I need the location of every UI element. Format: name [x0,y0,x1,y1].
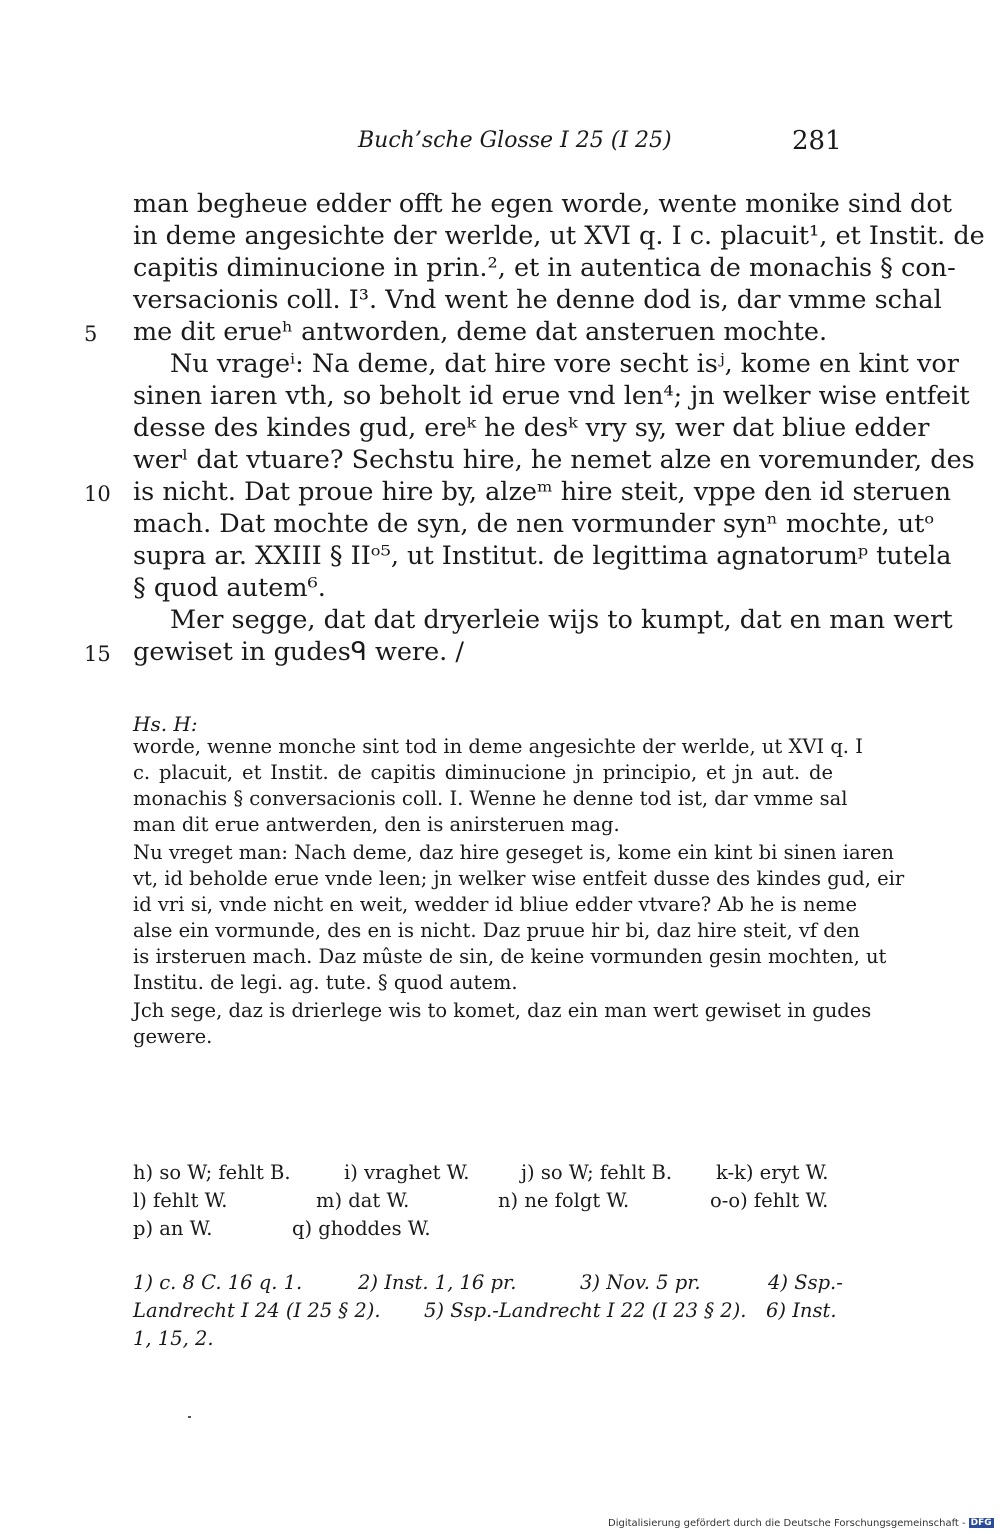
reference-note: 2) Inst. 1, 16 pr. [358,1271,517,1294]
apparatus-note: p) an W. [133,1217,213,1240]
apparatus-note: m) dat W. [316,1189,410,1212]
digitization-footer [608,1518,994,1529]
variant-line: gewere. [133,1025,213,1048]
text-line: man begheue edder offt he egen worde, wente monike sind dot [133,189,952,219]
variant-line: Nu vreget man: Nach deme, daz hire geseget is, kome ein kint bi sinen iaren [133,841,894,864]
text-line: me dit erueʰ antworden, deme dat ansteruen mochte. [133,317,828,347]
footer-text: Digitalisierung gefördert durch die Deutsche Forschungsgemeinschaft - [608,1518,966,1529]
text-line: supra ar. XXIII § IIᵒ⁵, ut Institut. de legittima agnatorumᵖ tutela [133,541,952,571]
text-line: versacionis coll. I³. Vnd went he denne dod is, dar vmme schal [133,285,942,315]
variant-line: Jch sege, daz is drierlege wis to komet, daz ein man wert gewiset in gudes [133,999,872,1022]
apparatus-note: j) so W; fehlt B. [521,1161,673,1184]
scan-mark [188,1416,191,1418]
text-line: werˡ dat vtuare? Sechstu hire, he nemet alze en voremunder, des [133,445,975,475]
text-line: § quod autem⁶. [133,573,326,603]
apparatus-note: l) fehlt W. [133,1189,228,1212]
dfg-logo: DFG [970,1518,992,1528]
apparatus-note: i) vraghet W. [344,1161,470,1184]
reference-note: 1) c. 8 C. 16 q. 1. [133,1271,303,1294]
reference-note: Landrecht I 24 (I 25 § 2). [133,1299,381,1322]
text-line: Mer segge, dat dat dryerleie wijs to kumpt, dat en man wert [170,605,953,635]
variant-line: id vri si, vnde nicht en weit, wedder id bliue edder vtvare? Ab he is neme [133,893,858,916]
apparatus-note: n) ne folgt W. [498,1189,630,1212]
apparatus-note: q) ghoddes W. [292,1217,431,1240]
running-title: Buch’sche Glosse I 25 (I 25) [358,128,672,153]
text-line: capitis diminucione in prin.², et in autentica de monachis § con- [133,253,956,283]
text-line: is nicht. Dat proue hire by, alzeᵐ hire steit, vppe den id steruen [133,477,952,507]
variant-line: alse ein vormunde, des en is nicht. Daz pruue hir bi, daz hire steit, vf den [133,919,860,942]
text-line: desse des kindes gud, ereᵏ he desᵏ vry sy, wer dat bliue edder [133,413,930,443]
text-line: mach. Dat mochte de syn, de nen vormunder synⁿ mochte, utᵒ [133,509,935,539]
apparatus-note: o-o) fehlt W. [710,1189,829,1212]
text-line: in deme angesichte der werlde, ut XVI q. I c. placuit¹, et Instit. de [133,221,985,251]
text-line: gewiset in gudesᑫ were. / [133,637,464,667]
line-number: 10 [84,482,111,506]
apparatus-note: h) so W; fehlt B. [133,1161,291,1184]
line-number: 15 [84,642,111,666]
reference-note: 1, 15, 2. [133,1327,214,1350]
page-number: 281 [792,126,842,156]
reference-note: 4) Ssp.- [768,1271,843,1294]
variant-label: Hs. H: [133,712,198,736]
variant-line: Institu. de legi. ag. tute. § quod autem. [133,971,518,994]
reference-note: 3) Nov. 5 pr. [580,1271,701,1294]
variant-line: vt, id beholde erue vnde leen; jn welker wise entfeit dusse des kindes gud, eir [133,867,905,890]
variant-line: man dit erue antwerden, den is anirsteruen mag. [133,813,620,836]
line-number: 5 [84,322,98,346]
reference-note: 5) Ssp.-Landrecht I 22 (I 23 § 2). [424,1299,747,1322]
apparatus-note: k-k) eryt W. [716,1161,829,1184]
reference-note: 6) Inst. [766,1299,837,1322]
text-line: sinen iaren vth, so beholt id erue vnd len⁴; jn welker wise entfeit [133,381,970,411]
text-line: Nu vrageⁱ: Na deme, dat hire vore secht isʲ, kome en kint vor [170,349,959,379]
variant-line: monachis § conversacionis coll. I. Wenne he denne tod ist, dar vmme sal [133,787,848,810]
variant-line: c. placuit, et Instit. de capitis diminucione jn principio, et jn aut. de [133,761,833,784]
variant-line: is irsteruen mach. Daz mûste de sin, de keine vormunden gesin mochten, ut [133,945,887,968]
variant-line: worde, wenne monche sint tod in deme angesichte der werlde, ut XVI q. I [133,735,863,758]
